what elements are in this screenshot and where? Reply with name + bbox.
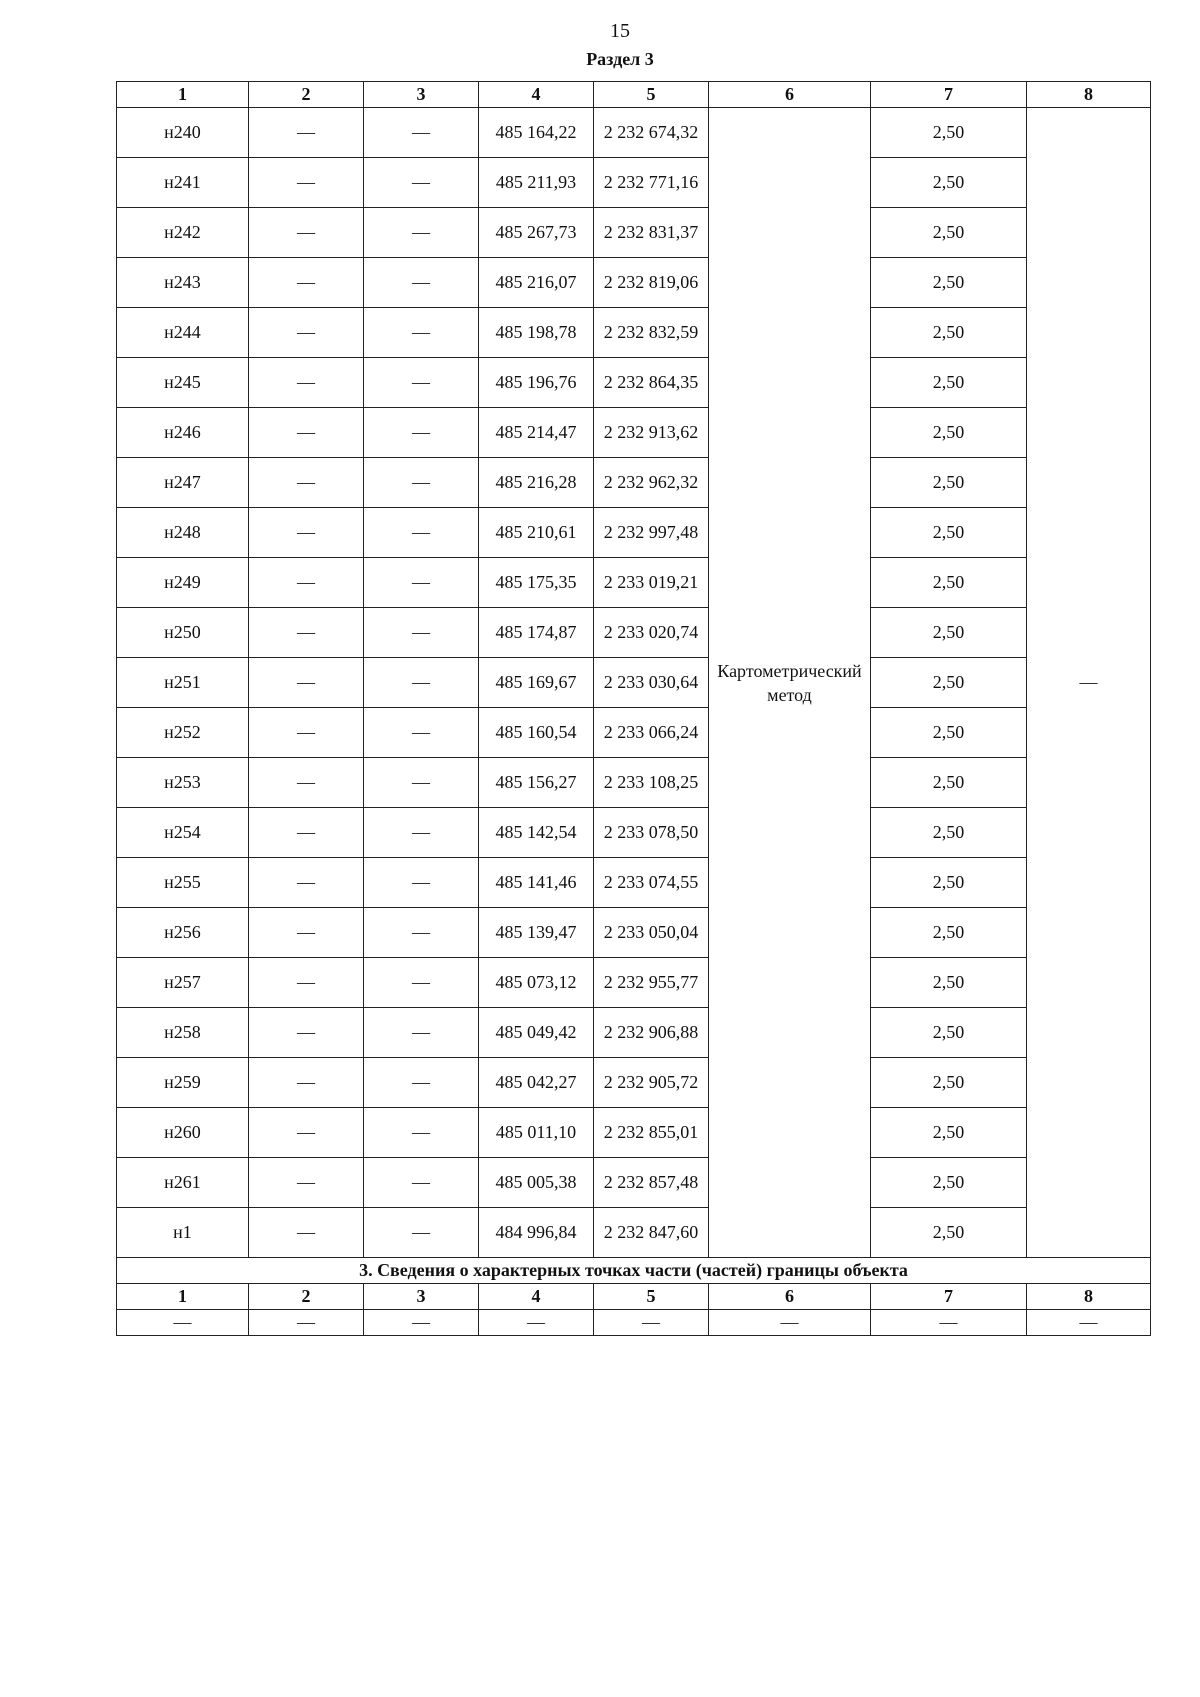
y-coordinate-cell: 2 232 855,01 bbox=[594, 1108, 709, 1158]
x-coordinate-cell: 485 011,10 bbox=[479, 1108, 594, 1158]
col3-cell: — bbox=[364, 858, 479, 908]
col3-cell: — bbox=[364, 258, 479, 308]
col3-cell: — bbox=[364, 158, 479, 208]
col2-cell: — bbox=[249, 558, 364, 608]
col3-cell: — bbox=[364, 808, 479, 858]
col3-cell: — bbox=[364, 958, 479, 1008]
y-coordinate-cell: 2 232 771,16 bbox=[594, 158, 709, 208]
accuracy-cell: 2,50 bbox=[871, 1058, 1027, 1108]
col2-cell: — bbox=[249, 908, 364, 958]
accuracy-cell: 2,50 bbox=[871, 708, 1027, 758]
subsection-header-8: 8 bbox=[1027, 1284, 1151, 1310]
y-coordinate-cell: 2 233 066,24 bbox=[594, 708, 709, 758]
x-coordinate-cell: 485 267,73 bbox=[479, 208, 594, 258]
point-name-cell: н248 bbox=[117, 508, 249, 558]
col3-cell: — bbox=[364, 908, 479, 958]
col3-cell: — bbox=[364, 658, 479, 708]
point-name-cell: н250 bbox=[117, 608, 249, 658]
y-coordinate-cell: 2 233 050,04 bbox=[594, 908, 709, 958]
col3-cell: — bbox=[364, 708, 479, 758]
section-title: Раздел 3 bbox=[586, 49, 654, 69]
y-coordinate-cell: 2 232 857,48 bbox=[594, 1158, 709, 1208]
x-coordinate-cell: 485 214,47 bbox=[479, 408, 594, 458]
point-name-cell: н256 bbox=[117, 908, 249, 958]
point-name-cell: н259 bbox=[117, 1058, 249, 1108]
point-name-cell: н241 bbox=[117, 158, 249, 208]
col2-cell: — bbox=[249, 958, 364, 1008]
y-coordinate-cell: 2 232 997,48 bbox=[594, 508, 709, 558]
table-row bbox=[117, 308, 1151, 358]
y-coordinate-cell: 2 232 831,37 bbox=[594, 208, 709, 258]
coordinates-table bbox=[116, 81, 1151, 1336]
col2-cell: — bbox=[249, 858, 364, 908]
column-header-5: 5 bbox=[594, 82, 709, 108]
col2-cell: — bbox=[249, 1208, 364, 1258]
col2-cell: — bbox=[249, 608, 364, 658]
accuracy-cell: 2,50 bbox=[871, 508, 1027, 558]
x-coordinate-cell: 485 049,42 bbox=[479, 1008, 594, 1058]
accuracy-cell: 2,50 bbox=[871, 458, 1027, 508]
accuracy-cell: 2,50 bbox=[871, 1108, 1027, 1158]
accuracy-cell: 2,50 bbox=[871, 608, 1027, 658]
y-coordinate-cell: 2 232 906,88 bbox=[594, 1008, 709, 1058]
page-number: 15 bbox=[610, 20, 630, 42]
x-coordinate-cell: 485 141,46 bbox=[479, 858, 594, 908]
subsection-header-7: 7 bbox=[871, 1284, 1027, 1310]
col2-cell: — bbox=[249, 508, 364, 558]
x-coordinate-cell: 485 210,61 bbox=[479, 508, 594, 558]
accuracy-cell: 2,50 bbox=[871, 358, 1027, 408]
table-row bbox=[117, 1208, 1151, 1258]
accuracy-cell: 2,50 bbox=[871, 658, 1027, 708]
table-row bbox=[117, 808, 1151, 858]
subsection-caption: 3. Сведения о характерных точках части (частей) границы объекта bbox=[117, 1258, 1151, 1284]
y-coordinate-cell: 2 233 020,74 bbox=[594, 608, 709, 658]
table-row bbox=[117, 558, 1151, 608]
y-coordinate-cell: 2 232 832,59 bbox=[594, 308, 709, 358]
col2-cell: — bbox=[249, 658, 364, 708]
col3-cell: — bbox=[364, 1208, 479, 1258]
y-coordinate-cell: 2 232 819,06 bbox=[594, 258, 709, 308]
table-row bbox=[117, 1108, 1151, 1158]
col3-cell: — bbox=[364, 358, 479, 408]
col8-cell: — bbox=[1027, 108, 1151, 1258]
x-coordinate-cell: 485 142,54 bbox=[479, 808, 594, 858]
subsection-body bbox=[117, 1258, 1151, 1336]
col3-cell: — bbox=[364, 508, 479, 558]
col3-cell: — bbox=[364, 608, 479, 658]
table-row bbox=[117, 658, 1151, 708]
point-name-cell: н1 bbox=[117, 1208, 249, 1258]
column-header-3: 3 bbox=[364, 82, 479, 108]
table-row bbox=[117, 408, 1151, 458]
x-coordinate-cell: 485 175,35 bbox=[479, 558, 594, 608]
x-coordinate-cell: 485 216,07 bbox=[479, 258, 594, 308]
point-name-cell: н252 bbox=[117, 708, 249, 758]
accuracy-cell: 2,50 bbox=[871, 858, 1027, 908]
col3-cell: — bbox=[364, 1008, 479, 1058]
accuracy-cell: 2,50 bbox=[871, 808, 1027, 858]
column-header-6: 6 bbox=[709, 82, 871, 108]
subsection-cell-1: — bbox=[117, 1310, 249, 1336]
accuracy-cell: 2,50 bbox=[871, 208, 1027, 258]
table-row bbox=[117, 858, 1151, 908]
table-row bbox=[117, 758, 1151, 808]
col2-cell: — bbox=[249, 408, 364, 458]
column-header-2: 2 bbox=[249, 82, 364, 108]
col2-cell: — bbox=[249, 208, 364, 258]
y-coordinate-cell: 2 232 962,32 bbox=[594, 458, 709, 508]
subsection-cell-6: — bbox=[709, 1310, 871, 1336]
point-name-cell: н255 bbox=[117, 858, 249, 908]
point-name-cell: н258 bbox=[117, 1008, 249, 1058]
point-name-cell: н243 bbox=[117, 258, 249, 308]
table-row bbox=[117, 908, 1151, 958]
y-coordinate-cell: 2 233 030,64 bbox=[594, 658, 709, 708]
subsection-header-3: 3 bbox=[364, 1284, 479, 1310]
subsection-header-4: 4 bbox=[479, 1284, 594, 1310]
col2-cell: — bbox=[249, 158, 364, 208]
col3-cell: — bbox=[364, 1158, 479, 1208]
subsection-caption-row bbox=[117, 1258, 1151, 1284]
subsection-header-5: 5 bbox=[594, 1284, 709, 1310]
method-cell: Картометрический метод bbox=[709, 108, 871, 1258]
subsection-cell-4: — bbox=[479, 1310, 594, 1336]
col3-cell: — bbox=[364, 108, 479, 158]
col2-cell: — bbox=[249, 258, 364, 308]
table-row bbox=[117, 1158, 1151, 1208]
col2-cell: — bbox=[249, 458, 364, 508]
table-row bbox=[117, 108, 1151, 158]
x-coordinate-cell: 484 996,84 bbox=[479, 1208, 594, 1258]
col2-cell: — bbox=[249, 1008, 364, 1058]
table-header bbox=[117, 82, 1151, 108]
point-name-cell: н246 bbox=[117, 408, 249, 458]
x-coordinate-cell: 485 164,22 bbox=[479, 108, 594, 158]
y-coordinate-cell: 2 232 674,32 bbox=[594, 108, 709, 158]
col3-cell: — bbox=[364, 558, 479, 608]
y-coordinate-cell: 2 233 019,21 bbox=[594, 558, 709, 608]
table-row bbox=[117, 358, 1151, 408]
y-coordinate-cell: 2 233 078,50 bbox=[594, 808, 709, 858]
y-coordinate-cell: 2 232 955,77 bbox=[594, 958, 709, 1008]
subsection-header-6: 6 bbox=[709, 1284, 871, 1310]
x-coordinate-cell: 485 005,38 bbox=[479, 1158, 594, 1208]
y-coordinate-cell: 2 232 864,35 bbox=[594, 358, 709, 408]
y-coordinate-cell: 2 232 847,60 bbox=[594, 1208, 709, 1258]
point-name-cell: н254 bbox=[117, 808, 249, 858]
accuracy-cell: 2,50 bbox=[871, 308, 1027, 358]
table-row bbox=[117, 958, 1151, 1008]
point-name-cell: н240 bbox=[117, 108, 249, 158]
point-name-cell: н257 bbox=[117, 958, 249, 1008]
point-name-cell: н247 bbox=[117, 458, 249, 508]
subsection-cell-7: — bbox=[871, 1310, 1027, 1336]
x-coordinate-cell: 485 216,28 bbox=[479, 458, 594, 508]
point-name-cell: н253 bbox=[117, 758, 249, 808]
col2-cell: — bbox=[249, 808, 364, 858]
table-row bbox=[117, 508, 1151, 558]
accuracy-cell: 2,50 bbox=[871, 558, 1027, 608]
col2-cell: — bbox=[249, 358, 364, 408]
accuracy-cell: 2,50 bbox=[871, 1158, 1027, 1208]
point-name-cell: н242 bbox=[117, 208, 249, 258]
subsection-header-2: 2 bbox=[249, 1284, 364, 1310]
table-row bbox=[117, 458, 1151, 508]
col3-cell: — bbox=[364, 208, 479, 258]
y-coordinate-cell: 2 233 074,55 bbox=[594, 858, 709, 908]
column-header-4: 4 bbox=[479, 82, 594, 108]
col3-cell: — bbox=[364, 1058, 479, 1108]
col2-cell: — bbox=[249, 308, 364, 358]
col3-cell: — bbox=[364, 408, 479, 458]
accuracy-cell: 2,50 bbox=[871, 1208, 1027, 1258]
x-coordinate-cell: 485 174,87 bbox=[479, 608, 594, 658]
subsection-cell-3: — bbox=[364, 1310, 479, 1336]
header-row bbox=[117, 82, 1151, 108]
point-name-cell: н245 bbox=[117, 358, 249, 408]
points-body bbox=[117, 108, 1151, 1258]
accuracy-cell: 2,50 bbox=[871, 408, 1027, 458]
x-coordinate-cell: 485 042,27 bbox=[479, 1058, 594, 1108]
table-row bbox=[117, 608, 1151, 658]
x-coordinate-cell: 485 196,76 bbox=[479, 358, 594, 408]
subsection-cell-5: — bbox=[594, 1310, 709, 1336]
subsection-header-1: 1 bbox=[117, 1284, 249, 1310]
col2-cell: — bbox=[249, 1058, 364, 1108]
accuracy-cell: 2,50 bbox=[871, 158, 1027, 208]
table-row bbox=[117, 1058, 1151, 1108]
table-row bbox=[117, 208, 1151, 258]
point-name-cell: н249 bbox=[117, 558, 249, 608]
col3-cell: — bbox=[364, 458, 479, 508]
x-coordinate-cell: 485 198,78 bbox=[479, 308, 594, 358]
x-coordinate-cell: 485 160,54 bbox=[479, 708, 594, 758]
y-coordinate-cell: 2 232 905,72 bbox=[594, 1058, 709, 1108]
column-header-1: 1 bbox=[117, 82, 249, 108]
x-coordinate-cell: 485 139,47 bbox=[479, 908, 594, 958]
x-coordinate-cell: 485 169,67 bbox=[479, 658, 594, 708]
table-row bbox=[117, 258, 1151, 308]
col2-cell: — bbox=[249, 758, 364, 808]
subsection-header-row bbox=[117, 1284, 1151, 1310]
column-header-7: 7 bbox=[871, 82, 1027, 108]
x-coordinate-cell: 485 073,12 bbox=[479, 958, 594, 1008]
col2-cell: — bbox=[249, 108, 364, 158]
point-name-cell: н251 bbox=[117, 658, 249, 708]
col2-cell: — bbox=[249, 708, 364, 758]
point-name-cell: н244 bbox=[117, 308, 249, 358]
table-row bbox=[117, 1008, 1151, 1058]
col3-cell: — bbox=[364, 1108, 479, 1158]
subsection-cell-2: — bbox=[249, 1310, 364, 1336]
table-row bbox=[117, 158, 1151, 208]
x-coordinate-cell: 485 156,27 bbox=[479, 758, 594, 808]
accuracy-cell: 2,50 bbox=[871, 758, 1027, 808]
accuracy-cell: 2,50 bbox=[871, 108, 1027, 158]
accuracy-cell: 2,50 bbox=[871, 258, 1027, 308]
accuracy-cell: 2,50 bbox=[871, 908, 1027, 958]
y-coordinate-cell: 2 233 108,25 bbox=[594, 758, 709, 808]
accuracy-cell: 2,50 bbox=[871, 958, 1027, 1008]
accuracy-cell: 2,50 bbox=[871, 1008, 1027, 1058]
col3-cell: — bbox=[364, 758, 479, 808]
column-header-8: 8 bbox=[1027, 82, 1151, 108]
col3-cell: — bbox=[364, 308, 479, 358]
point-name-cell: н261 bbox=[117, 1158, 249, 1208]
subsection-cell-8: — bbox=[1027, 1310, 1151, 1336]
y-coordinate-cell: 2 232 913,62 bbox=[594, 408, 709, 458]
col2-cell: — bbox=[249, 1158, 364, 1208]
subsection-data-row bbox=[117, 1310, 1151, 1336]
col2-cell: — bbox=[249, 1108, 364, 1158]
table-row bbox=[117, 708, 1151, 758]
x-coordinate-cell: 485 211,93 bbox=[479, 158, 594, 208]
point-name-cell: н260 bbox=[117, 1108, 249, 1158]
